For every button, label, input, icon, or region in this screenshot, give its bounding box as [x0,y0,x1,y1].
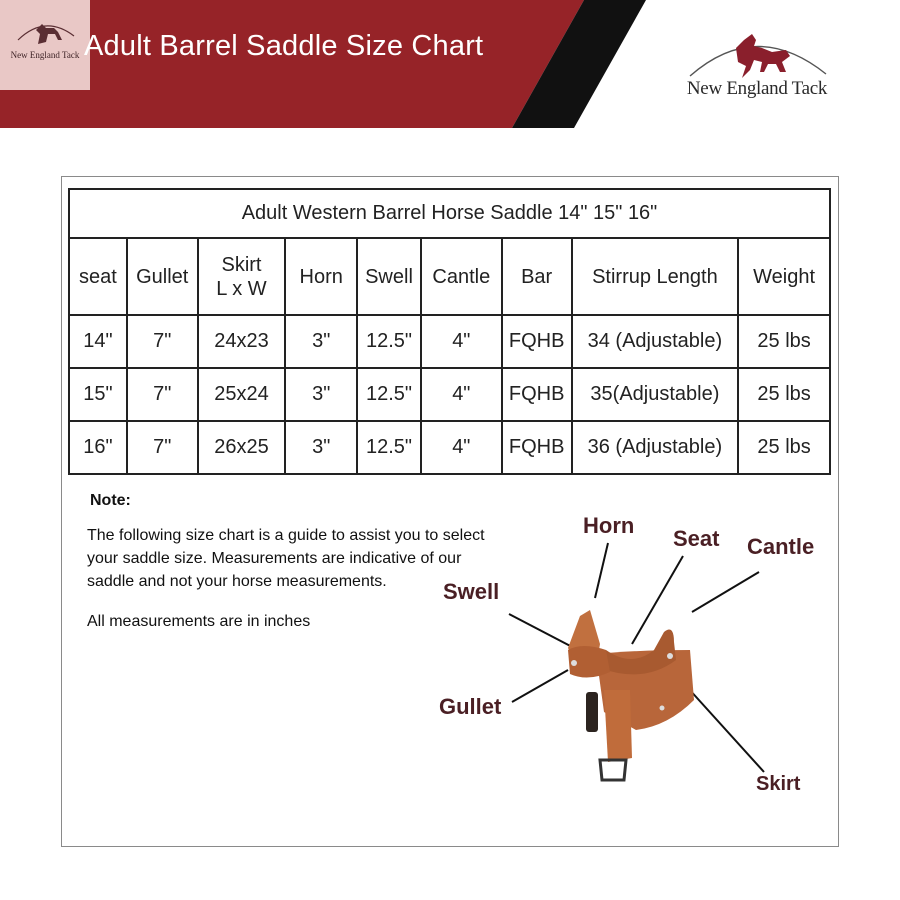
table-cell: 16" [69,421,127,474]
skirt-label: Skirt [756,773,801,795]
table-cell: 25 lbs [738,368,830,421]
header-cell: Gullet [127,238,198,315]
table-cell: 24x23 [198,315,286,368]
page-title: Adult Barrel Saddle Size Chart [84,30,484,62]
table-cell: 36 (Adjustable) [572,421,739,474]
table-cell: 4" [421,368,502,421]
table-cell: FQHB [502,421,572,474]
table-cell: 25x24 [198,368,286,421]
header-cell: seat [69,238,127,315]
table-cell: 34 (Adjustable) [572,315,739,368]
table-cell: 12.5" [357,421,421,474]
table-cell: 25 lbs [738,315,830,368]
header-cell: Bar [502,238,572,315]
table-cell: 3" [285,421,357,474]
note-title: Note: [90,492,131,509]
table-cell: 7" [127,421,198,474]
table-cell: 14" [69,315,127,368]
cantle-label: Cantle [747,534,815,559]
table-cell: FQHB [502,315,572,368]
units-note: All measurements are in inches [87,613,311,630]
table-cell: 3" [285,368,357,421]
horn-label: Horn [583,513,635,538]
table-cell: 12.5" [357,368,421,421]
brand-name: New England Tack [686,78,828,99]
table-cell: 12.5" [357,315,421,368]
cantle-callout-line [692,572,759,612]
table-cell: 4" [421,421,502,474]
table-cell: 35(Adjustable) [572,368,739,421]
table-cell: 4" [421,315,502,368]
horn-callout-line [595,543,608,598]
table-cell: 26x25 [198,421,286,474]
gullet-callout-line [512,670,568,702]
skirt-callout-line [688,688,764,772]
table-cell: 15" [69,368,127,421]
seat-label: Seat [673,526,720,551]
table-cell: 7" [127,315,198,368]
table-cell: 25 lbs [738,421,830,474]
header-cell: Horn [285,238,357,315]
swell-label: Swell [443,579,500,604]
table-caption: Adult Western Barrel Horse Saddle 14" 15" 16" [69,189,830,238]
table-cell: 3" [285,315,357,368]
header-cell: Stirrup Length [572,238,739,315]
seat-callout-line [632,556,683,644]
table-cell: 7" [127,368,198,421]
table-cell: FQHB [502,368,572,421]
gullet-label: Gullet [439,694,502,719]
header-cell: Skirt L x W [198,238,286,315]
header-cell: Cantle [421,238,502,315]
header-cell: Weight [738,238,830,315]
note-body: The following size chart is a guide to assist you to select your saddle size. Measurements are indicative of our saddle and not your horse measurements. [87,527,485,590]
saddle-illustration [568,610,694,780]
small-logo-text: New England Tack [10,50,80,60]
header-cell: Swell [357,238,421,315]
swell-callout-line [509,614,578,650]
